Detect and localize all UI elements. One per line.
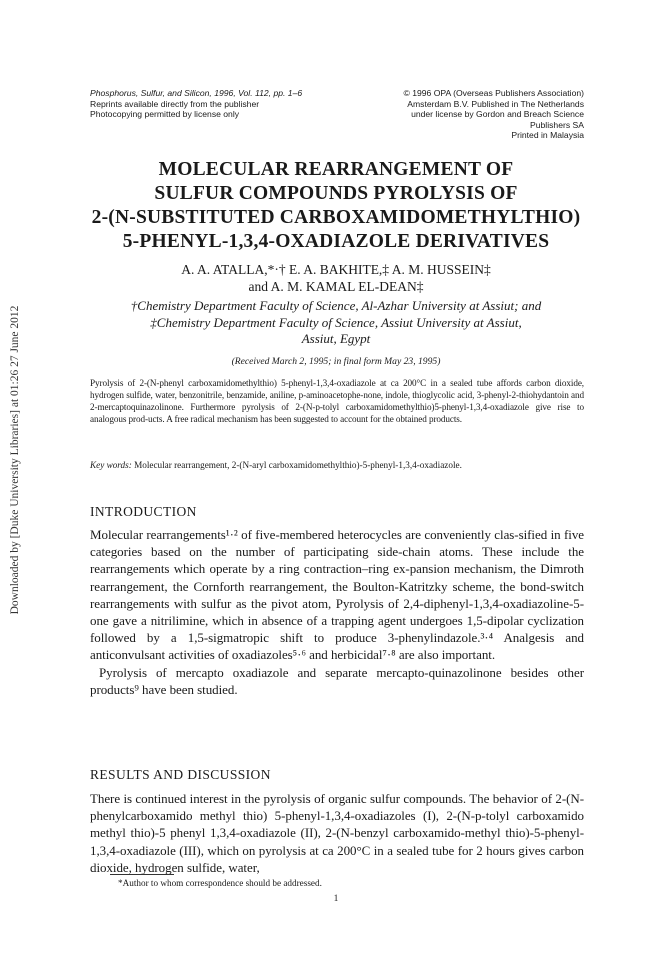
copyright-line: Printed in Malaysia (511, 130, 584, 140)
title-line: MOLECULAR REARRANGEMENT OF (158, 159, 514, 180)
results-body (90, 790, 584, 876)
keywords-label: Key words: (90, 460, 132, 470)
citation-line: Reprints available directly from the publisher (90, 98, 260, 109)
copyright-line: Amsterdam B.V. Published in The Netherlands (407, 98, 584, 109)
download-note: Downloaded by [Duke University Libraries] at 01:26 27 June 2012 (9, 305, 21, 615)
copyright-line: © 1996 OPA (Overseas Publishers Association) (403, 88, 584, 98)
section-heading-results: RESULTS AND DISCUSSION (90, 767, 271, 782)
abstract: Pyrolysis of 2-(N-phenyl carboxamidomethylthio) 5-phenyl-1,3,4-oxadiazole at ca 200°C in a sealed tube affords carbon dioxide, hydrogen sulfide, water, benzonitrile, benzamide, aniline, p-aminoacetophe-none, indole, thioglycolic acid, 3-phenyl-2-thiohydantoin and 2-mercaptoquinazolinone. Furthermore pyrolysis of 2-(N-p-tolyl carboxamidomethylthio)5-phenyl-1,3,4-oxadiazole give rise to analogous prod-ucts. A free radical mechanism has been suggested to account for the obtained products. (90, 378, 584, 424)
affiliation-line: ‡Chemistry Department Faculty of Science, Assiut University at Assiut, (150, 314, 522, 330)
download-watermark (4, 250, 26, 670)
article-title (80, 158, 592, 254)
paragraph: There is continued interest in the pyrolysis of organic sulfur compounds. The behavior of 2-(N-phenylcarboxamido methyl thio) 5-phenyl-1,3,4-oxadiazoles (I), 2-(N-p-tolyl carboxamido methyl thio)-5 phenyl 1,3,4-oxadiazole (II), 2-(N-benzyl carboxamido-methyl thio)-5-phenyl-1,3,4-oxadiazole (III), which on pyrolysis at ca 200°C in a sealed tube for 2 hours gives carbon dioxide, hydrogen sulfide, water, (90, 791, 584, 875)
introduction-body (90, 526, 584, 698)
citation-line: Phosphorus, Sulfur, and Silicon, 1996, Vol. 112, pp. 1–6 (90, 88, 303, 98)
copyright-line: Publishers SA (530, 119, 584, 130)
footnote-divider (110, 874, 174, 875)
keywords-text: Molecular rearrangement, 2-(N-aryl carboxamidomethylthio)-5-phenyl-1,3,4-oxadiazole. (134, 460, 462, 470)
section-heading-introduction: INTRODUCTION (90, 504, 197, 519)
journal-citation (90, 88, 360, 120)
affiliations (80, 298, 592, 348)
author-line: A. A. ATALLA,*·† E. A. BAKHITE,‡ A. M. HUSSEIN‡ (181, 262, 491, 277)
affiliation-line: †Chemistry Department Faculty of Science, Al-Azhar University at Assiut; and (130, 298, 542, 313)
title-line: 5-PHENYL-1,3,4-OXADIAZOLE DERIVATIVES (122, 231, 550, 252)
copyright-line: under license by Gordon and Breach Science (411, 109, 584, 119)
page-number: 1 (333, 894, 339, 904)
affiliation-line: Assiut, Egypt (301, 331, 371, 346)
keywords (90, 459, 584, 471)
received-dates: (Received March 2, 1995; in final form May 23, 1995) (231, 356, 441, 367)
paragraph: Molecular rearrangements¹·² of five-membered heterocycles are conveniently clas-sified in five categories based on the number of participating side-chain atoms. These include the rearrangements which operate by a ring contraction–ring ex-pansion mechanism, the Dimroth rearrangement, the Cornforth rearrangement, the Boulton-Katritzky scheme, the bond-switch rearrangements with sulfur as the pivot atom, Pyrolysis of 2,4-diphenyl-1,3,4-oxadiazoline-5-one gave a nitrilimine, which in absence of a trapping agent undergoes 1,5-dipolar cyclization followed by a 1,5-sigmatropic shift to produce 3-phenylindazole.³·⁴ Analgesis and anticonvulsant activities of oxadiazoles⁵·⁶ and herbicidal⁷·⁸ are also important. (90, 527, 584, 663)
author-list (80, 261, 592, 295)
author-line: and A. M. KAMAL EL-DEAN‡ (248, 279, 424, 294)
copyright-notice (360, 88, 584, 141)
title-line: 2-(N-SUBSTITUTED CARBOXAMIDOMETHYLTHIO) (91, 207, 581, 228)
citation-line: Photocopying permitted by license only (90, 109, 240, 119)
title-line: SULFUR COMPOUNDS PYROLYSIS OF (154, 183, 518, 204)
paragraph: Pyrolysis of mercapto oxadiazole and separate mercapto-quinazolinone besides other products⁹ have been studied. (90, 664, 584, 697)
footnote: *Author to whom correspondence should be addressed. (118, 878, 322, 888)
